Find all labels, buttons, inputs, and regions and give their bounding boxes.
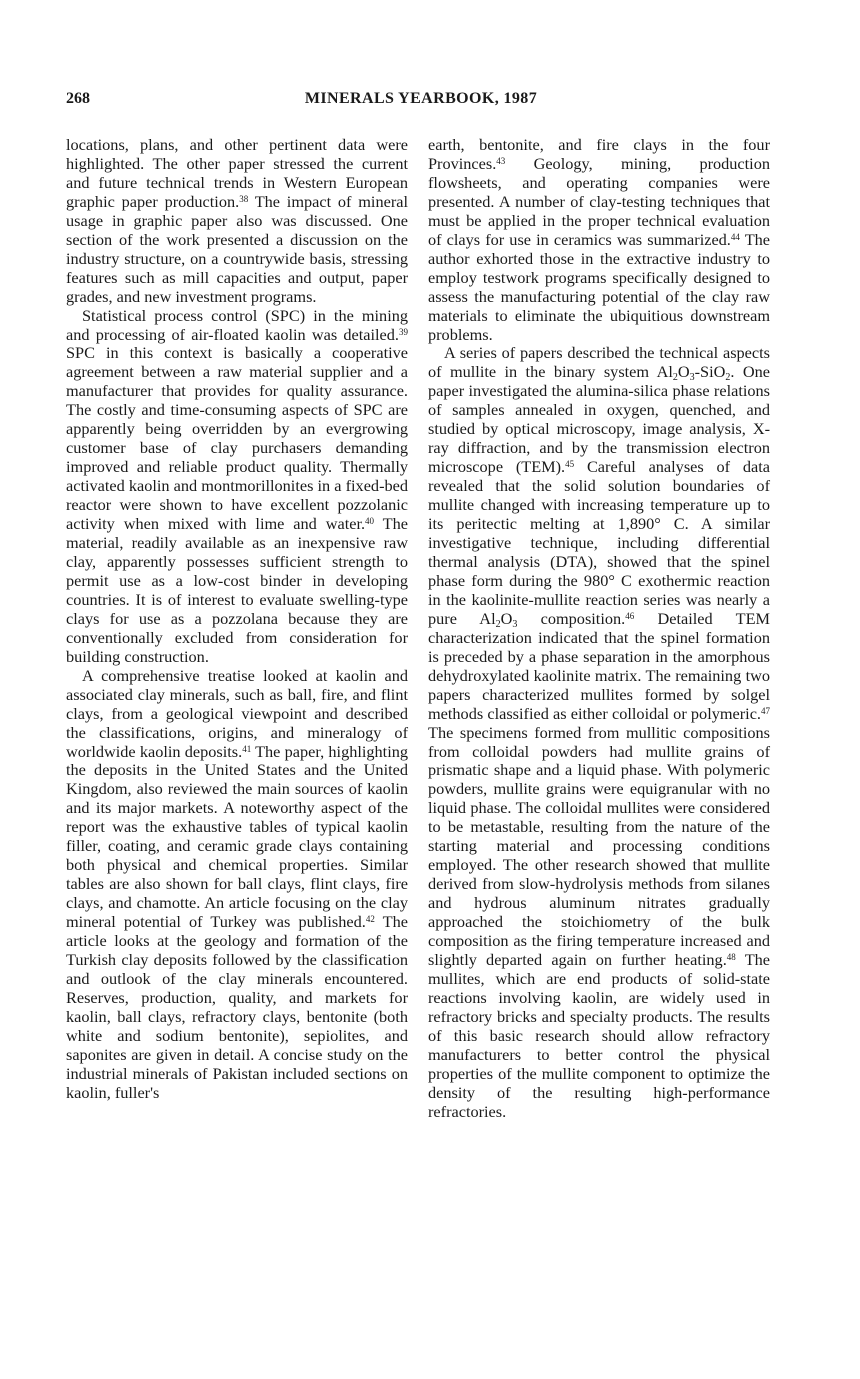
running-title: MINERALS YEARBOOK, 1987 [304,90,538,107]
footnote-ref: 43 [496,155,506,166]
footnote-ref: 39 [399,326,408,337]
page-number: 268 [66,90,90,107]
page-header [66,90,776,114]
footnote-ref: 48 [726,951,736,962]
paragraph: earth, bentonite, and fire clays in the four Provinces.$^{43}$ Geology, mining, production flowsheets, and operating companies were presented. A number of clay-testing techniques that must be applied in the proper technical evaluation of clays for use in ceramics was summarized.$^{44}$ The author exhorted those in the extractive industry to employ testwork programs specifically designed to assess the manufacturing potential of the clay raw materials to eliminate the ubiquitious downstream problems. [428,135,771,344]
footnote-ref: 42 [365,914,375,925]
footnote-ref: 41 [242,743,252,754]
left-column [66,136,408,1103]
footnote-ref: 40 [365,516,375,527]
right-column [428,136,770,1122]
paragraph: Statistical process control (SPC) in the mining and processing of air-floated kaolin was detailed.$^{39}$ SPC in this context is basically a cooperative agreement between a raw material supplier and a manufacturer that provides for quality assurance. The costly and time-consuming aspects of SPC are apparently being overridden by an evergrowing customer base of clay purchasers demanding improved and reliable product quality. Thermally activated kaolin and montmorillonites in a fixed-bed reactor were shown to have excellent pozzolanic activity when mixed with lime and water.$^{40}$ The material, readily available as an inexpensive raw clay, apparently possesses sufficient strength to permit use as a low-cost binder in developing countries. It is of interest to evaluate swelling-type clays for use as a pozzolana because they are conventionally excluded from consideration for building construction. [66,305,408,666]
footnote-ref: 45 [565,459,575,470]
paragraph: A comprehensive treatise looked at kaolin and associated clay minerals, such as ball, fire, and flint clays, from a geological viewpoint and described the classifications, origins, and mineralogy of worldwide kaolin deposits.$^{41}$ The paper, highlighting the deposits in the United States and the United Kingdom, also reviewed the main sources of kaolin and its major markets. A noteworthy aspect of the report was the exhaustive tables of typical kaolin filler, coating, and ceramic grade clays containing both physical and chemical properties. Similar tables are also shown for ball clays, flint clays, fire clays, and chamotte. An article focusing on the clay mineral potential of Turkey was published.$^{42}$ The article looks at the geology and formation of the Turkish clay deposits followed by the classification and outlook of the clay minerals encountered. Reserves, production, quality, and markets for kaolin, ball clays, refractory clays, bentonite (both white and sodium bentonite), sepiolites, and saponites are given in detail. A concise study on the industrial minerals of Pakistan included sections on kaolin, fuller's [66,665,409,1102]
footnote-ref: 38 [239,193,249,204]
paragraph: locations, plans, and other pertinent data were highlighted. The other paper stressed the current and future technical trends in Western European graphic paper production.$^{38}$ The impact of mineral usage in graphic paper also was discussed. One section of the work presented a discussion on the industry structure, on a countrywide basis, stressing features such as mill capacities and output, paper grades, and new investment programs. [66,135,408,306]
footnote-ref: 46 [625,610,635,621]
footnote-ref: 47 [761,705,770,716]
footnote-ref: 44 [730,231,740,242]
paragraph: A series of papers described the technical aspects of mullite in the binary system $Al_2O_3-SiO_2$. One paper investigated the alumina-silica phase relations of samples annealed in oxygen, quenched, and studied by optical microscopy, image analysis, X-ray diffraction, and by the transmission electron microscope (TEM).$^{45}$ Careful analyses of data revealed that the solid solution boundaries of mullite changed with increasing temperature up to its peritectic melting at 1,890° C. A similar investigative technique, including differential thermal analysis (DTA), showed that the spinel phase form during the 980° C exothermic reaction in the kaolinite-mullite reaction series was nearly a pure $Al_2O_3$ composition.$^{46}$ Detailed TEM characterization indicated that the spinel formation is preceded by a phase separation in the amorphous dehydroxylated kaolinite matrix. The remaining two papers characterized mullites formed by solgel methods classified as either colloidal or polymeric.$^{47}$ The specimens formed from mullitic compositions from colloidal powders had mullite grains of prismatic shape and a liquid phase. With polymeric powders, mullite grains were equigranular with no liquid phase. The colloidal mullites were considered to be metastable, resulting from the nature of the starting material and processing conditions employed. The other research showed that mullite derived from slow-hydrolysis methods from silanes and hydrous aluminum nitrates gradually approached the stoichiometry of the bulk composition as the firing temperature increased and slightly departed again on further heating.$^{48}$ The mullites, which are end products of solid-state reactions involving kaolin, are widely used in refractory bricks and specialty products. The results of this basic research should allow refractory manufacturers to better control the physical properties of the mullite component to optimize the density of the resulting high-performance refractories. [428,343,771,1121]
